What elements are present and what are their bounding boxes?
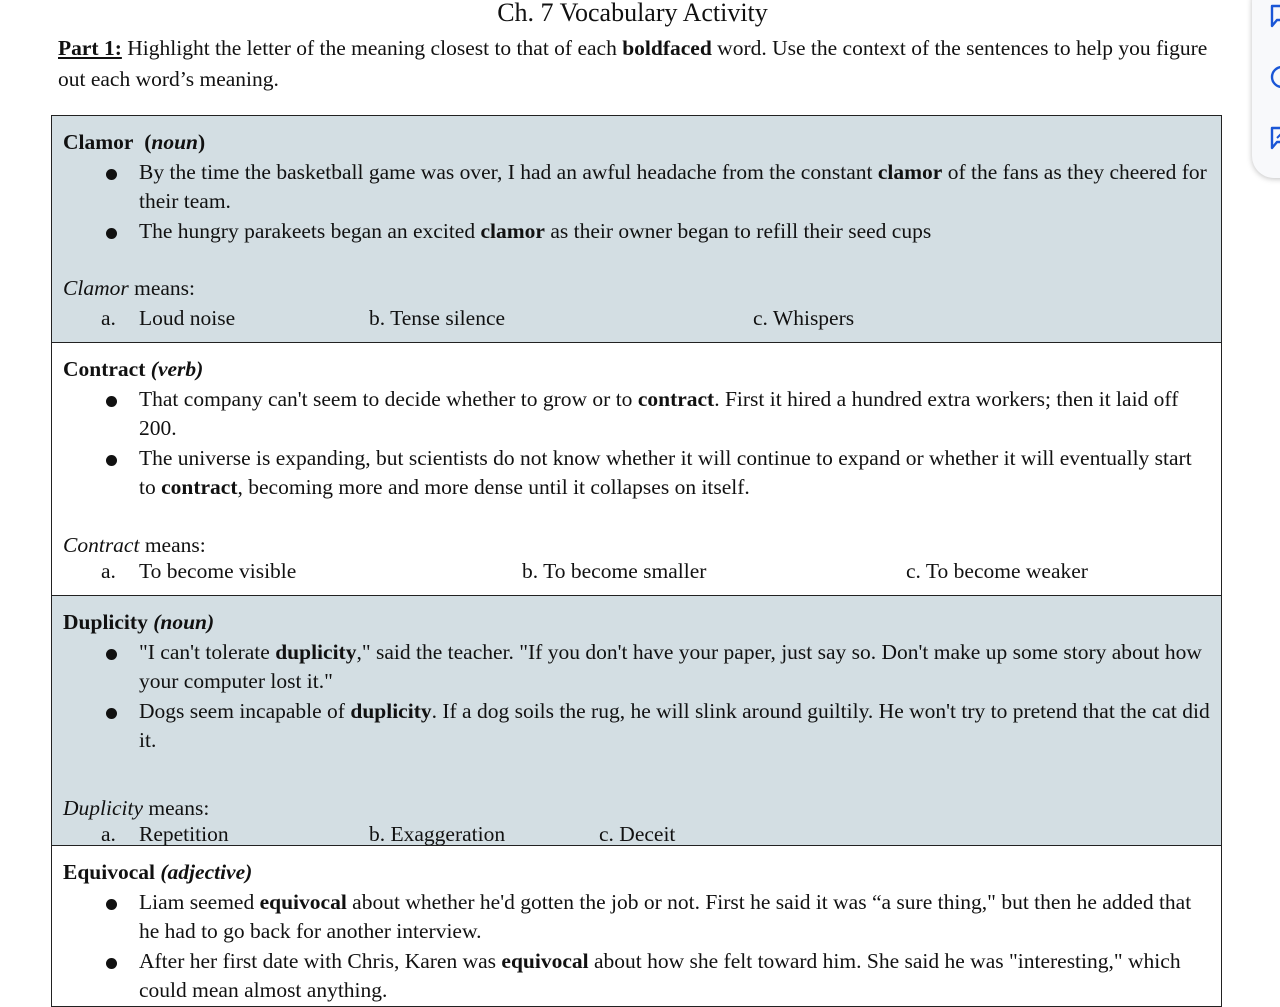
example-sentence: Dogs seem incapable of duplicity. If a dog soils the rug, he will slink around guiltily. He won't try to pretend that the cat did it. [139, 697, 1211, 756]
example-list [63, 385, 1211, 503]
bold-vocab-word: equivocal [501, 948, 589, 973]
word: Contract [63, 357, 146, 381]
part-of-speech: (adjective) [160, 860, 253, 884]
instructions-text-end: word. Use the context of the sentences to help you figure out each word’s meaning. [58, 36, 1208, 91]
option-letter-a[interactable]: a. [101, 305, 116, 330]
example-sentence: The universe is expanding, but scientists do not know whether it will continue to expand or whether it will eventually start to contract, becoming more and more dense until it collapses on itself. [139, 444, 1211, 503]
bold-vocab-word: contract [637, 386, 715, 411]
example-sentence: After her first date with Chris, Karen was equivocal about how she felt toward him. She said he was "interesting," which could mean almost anything. [139, 947, 1211, 1006]
means-prompt: Contract means: [63, 532, 206, 557]
bold-vocab-word: clamor [877, 159, 943, 184]
side-action-panel [1252, 0, 1280, 178]
option-a[interactable]: Loud noise [139, 305, 236, 330]
example-sentence: "I can't tolerate duplicity," said the teacher. "If you don't have your paper, just say so. Don't make up some story about how your computer lost it." [139, 638, 1211, 697]
instructions [58, 33, 1218, 95]
bold-vocab-word: contract [161, 475, 238, 499]
means-prompt: Clamor means: [63, 276, 195, 300]
option-a[interactable]: Repetition [139, 822, 229, 846]
vocab-entry-contract [52, 343, 1221, 596]
answer-options [63, 820, 1211, 851]
option-b[interactable]: b. Tense silence [369, 305, 506, 330]
option-b[interactable]: b. Exaggeration [369, 822, 506, 846]
bold-vocab-word: equivocal [259, 889, 347, 914]
suggest-edit-icon[interactable] [1269, 126, 1280, 152]
instructions-text: Highlight the letter of the meaning closest to that of each [121, 36, 623, 60]
option-letter-a[interactable]: a. [101, 822, 116, 846]
word-heading [63, 355, 1211, 385]
example-list [63, 638, 1211, 756]
word-heading: Clamor (noun) [63, 130, 206, 154]
option-letter-a[interactable]: a. [101, 559, 116, 583]
word-heading [63, 858, 1211, 888]
answer-options [63, 557, 1211, 588]
example-sentence: The hungry parakeets began an excited clamor as their owner began to refill their seed cups [139, 217, 1211, 247]
word: Duplicity [63, 610, 148, 634]
example-sentence: Liam seemed equivocal about whether he'd gotten the job or not. First he said it was “a sure thing," but then he added that he had to go back for another interview. [139, 888, 1211, 947]
means-prompt: Duplicity means: [63, 795, 210, 820]
bold-vocab-word: clamor [480, 218, 545, 243]
vocab-entry-equivocal [52, 846, 1221, 1006]
option-c[interactable]: c. Deceit [599, 822, 676, 846]
example-sentence: That company can't seem to decide whether to grow or to contract. First it hired a hundred extra workers; then it laid off 200. [139, 385, 1211, 444]
document-title: Ch. 7 Vocabulary Activity [497, 0, 768, 27]
vocab-table [51, 115, 1222, 1007]
part-of-speech: noun [151, 130, 198, 154]
example-sentence: By the time the basketball game was over, I had an awful headache from the constant clamor of the fans as they cheered for their team. [139, 158, 1211, 217]
option-b[interactable]: b. To become smaller [522, 559, 707, 583]
example-list [63, 158, 1211, 247]
word: Clamor [63, 130, 134, 154]
bold-vocab-word: duplicity [275, 639, 357, 664]
part-label: Part 1: [58, 36, 122, 60]
word: Equivocal [63, 860, 155, 884]
part-of-speech: (verb) [150, 357, 204, 381]
emoji-icon[interactable] [1269, 64, 1280, 90]
vocab-entry-clamor [52, 116, 1221, 343]
part-of-speech: (noun) [153, 610, 215, 634]
word-heading [63, 608, 1211, 638]
example-list [63, 888, 1211, 1006]
instructions-bold-word: boldfaced [622, 36, 712, 60]
option-c[interactable]: c. To become weaker [906, 559, 1088, 583]
option-c[interactable]: c. Whispers [753, 305, 855, 330]
option-a[interactable]: To become visible [139, 559, 297, 583]
comment-icon[interactable] [1269, 4, 1280, 30]
answer-options [63, 304, 1211, 335]
bold-vocab-word: duplicity [350, 698, 432, 723]
vocab-entry-duplicity [52, 596, 1221, 846]
